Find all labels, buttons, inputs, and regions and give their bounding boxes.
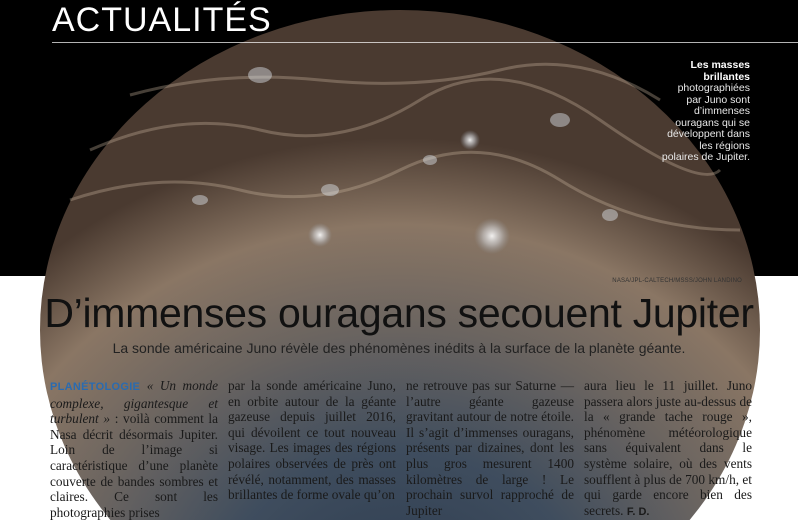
- body-column-3: [406, 378, 574, 518]
- body-column-2: [228, 378, 396, 503]
- article-body: [50, 378, 754, 520]
- photo-caption: [660, 60, 750, 164]
- article-rubric: PLANÉTOLOGIE: [50, 381, 141, 393]
- author-signature: F. D.: [626, 505, 650, 518]
- article-headline: D’immenses ouragans secouent Jupiter: [44, 290, 754, 336]
- col2-text: par la sonde américaine Juno, en orbite autour de la géante gazeuse depuis juillet 2016, qui dévoilent ce tout nouveau visage. Les images des régions polaires observées de près ont révélé, notamment, des masses brillantes de forme ovale qu’on: [228, 378, 396, 503]
- section-divider: [52, 42, 798, 43]
- body-column-1: [50, 378, 218, 520]
- opening-quote: « Un monde complexe, gigantesque et turbulent »: [50, 378, 219, 427]
- section-label: ACTUALITÉS: [52, 1, 272, 39]
- col4-text: aura lieu le 11 juillet. Juno passera alors juste au-dessus de la « grande tache rouge », phénomène météorologique sans équivalent dans le système solaire, où des vents soufflent à plus de 700 km/h, et qui garde encore bien des secrets.: [584, 378, 752, 518]
- caption-text: photographiées par Juno sont d’immenses ouragans qui se développent dans les régions polaires de Jupiter.: [661, 82, 750, 163]
- body-column-4: [584, 378, 752, 520]
- col1-text: : voilà comment la Nasa décrit désormais Jupiter. Loin de l’image si caractéristique d’une planète couverte de bandes sombres et claires. Ce sont les photographies prises: [50, 411, 219, 520]
- photo-credit: NASA/JPL-CALTECH/MSSS/JOHN LANDINO: [612, 278, 742, 284]
- col3-text: ne retrouve pas sur Saturne — l’autre géante gazeuse gravitant autour de notre étoile. Il s’agit d’immenses ouragans, présents par dizaines, dont les plus gros mesurent 1400 kilomètres de large ! Le prochain survol rapproché de Jupiter: [406, 378, 574, 518]
- caption-bold: Les masses brillantes: [690, 59, 750, 83]
- article-dek: La sonde américaine Juno révèle des phénomènes inédits à la surface de la planète géante.: [112, 340, 686, 356]
